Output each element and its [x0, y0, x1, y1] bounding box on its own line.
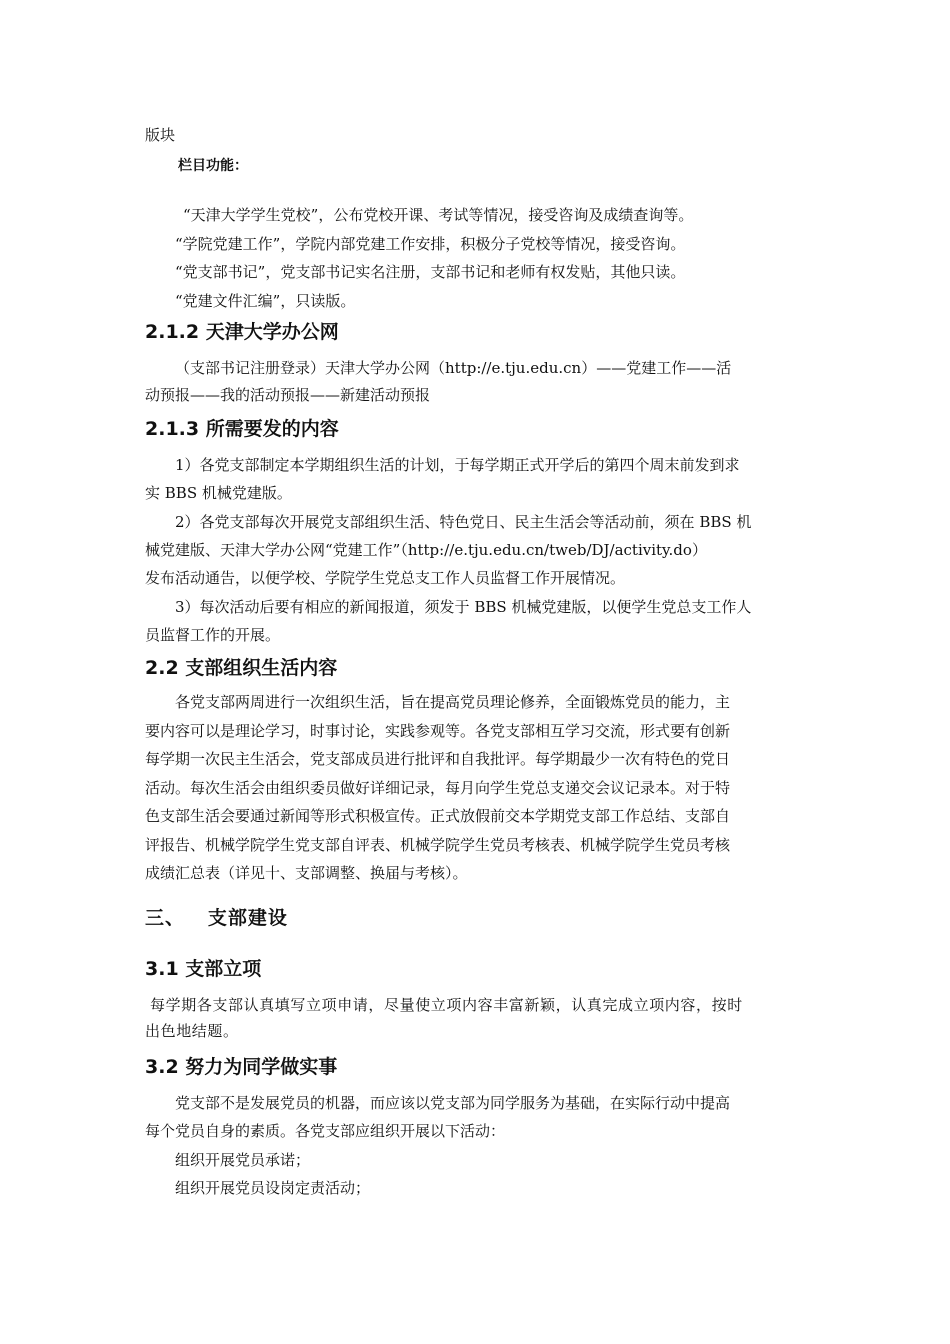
text-line: 活动。每次生活会由组织委员做好详细记录，每月向学生党总支递交会议记录本。对于特 [145, 779, 731, 797]
heading-2-1-2: 2.1.2 天津大学办公网 [145, 321, 339, 343]
text-line: 要内容可以是理论学习，时事讨论，实践参观等。各党支部相互学习交流，形式要有创新 [145, 722, 731, 740]
text-line: 色支部生活会要通过新闻等形式积极宣传。正式放假前交本学期党支部工作总结、支部自 [145, 807, 731, 825]
heading-section-3: 三、 支部建设 [145, 907, 288, 929]
text-line: 每学期各支部认真填写立项申请，尽量使立项内容丰富新颖，认真完成立项内容，按时 [150, 996, 743, 1014]
heading-2-1-3: 2.1.3 所需要发的内容 [145, 418, 339, 440]
text-line: 各党支部两周进行一次组织生活，旨在提高党员理论修养，全面锻炼党员的能力，主 [175, 693, 731, 711]
text-line: 出色地结题。 [145, 1022, 239, 1040]
text-line: “党支部书记”，党支部书记实名注册，支部书记和老师有权发贴，其他只读。 [175, 263, 686, 281]
text-line: “天津大学学生党校”，公布党校开课、考试等情况，接受咨询及成绩查询等。 [183, 206, 694, 224]
heading-2-2: 2.2 支部组织生活内容 [145, 657, 338, 679]
text-line: 械党建版、天津大学办公网“党建工作”（http://e.tju.edu.cn/tweb/DJ/activity.do） [145, 541, 707, 559]
text-line: （支部书记注册登录）天津大学办公网（http://e.tju.edu.cn）——党建工作——活 [175, 359, 732, 377]
text-line: 组织开展党员设岗定责活动； [175, 1179, 371, 1197]
text-line: 评报告、机械学院学生党支部自评表、机械学院学生党员考核表、机械学院学生党员考核 [145, 836, 731, 854]
text-line: 每个党员自身的素质。各党支部应组织开展以下活动： [145, 1122, 506, 1140]
heading-3-1: 3.1 支部立项 [145, 958, 262, 980]
text-line: 实 BBS 机械党建版。 [145, 484, 292, 502]
text-line: 每学期一次民主生活会，党支部成员进行批评和自我批评。每学期最少一次有特色的党日 [145, 750, 731, 768]
text-line: 3）每次活动后要有相应的新闻报道，须发于 BBS 机械党建版，以便学生党总支工作人 [175, 598, 752, 616]
text-line: 版块 [145, 126, 176, 144]
text-line: 发布活动通告，以便学校、学院学生党总支工作人员监督工作开展情况。 [145, 569, 626, 587]
heading-3-2: 3.2 努力为同学做实事 [145, 1056, 338, 1078]
section-label: 栏目功能： [178, 158, 248, 174]
text-line: “学院党建工作”，学院内部党建工作安排，积极分子党校等情况，接受咨询。 [175, 235, 686, 253]
text-line: 1）各党支部制定本学期组织生活的计划，于每学期正式开学后的第四个周末前发到求 [175, 456, 740, 474]
text-line: 2）各党支部每次开展党支部组织生活、特色党日、民主生活会等活动前，须在 BBS 机 [175, 513, 752, 531]
text-line: 成绩汇总表（详见十、支部调整、换届与考核）。 [145, 864, 468, 882]
text-line: 组织开展党员承诺； [175, 1151, 311, 1169]
text-line: “党建文件汇编”，只读版。 [175, 292, 356, 310]
text-line: 党支部不是发展党员的机器，而应该以党支部为同学服务为基础，在实际行动中提高 [175, 1094, 731, 1112]
text-line: 员监督工作的开展。 [145, 626, 281, 644]
text-line: 动预报——我的活动预报——新建活动预报 [145, 386, 431, 404]
